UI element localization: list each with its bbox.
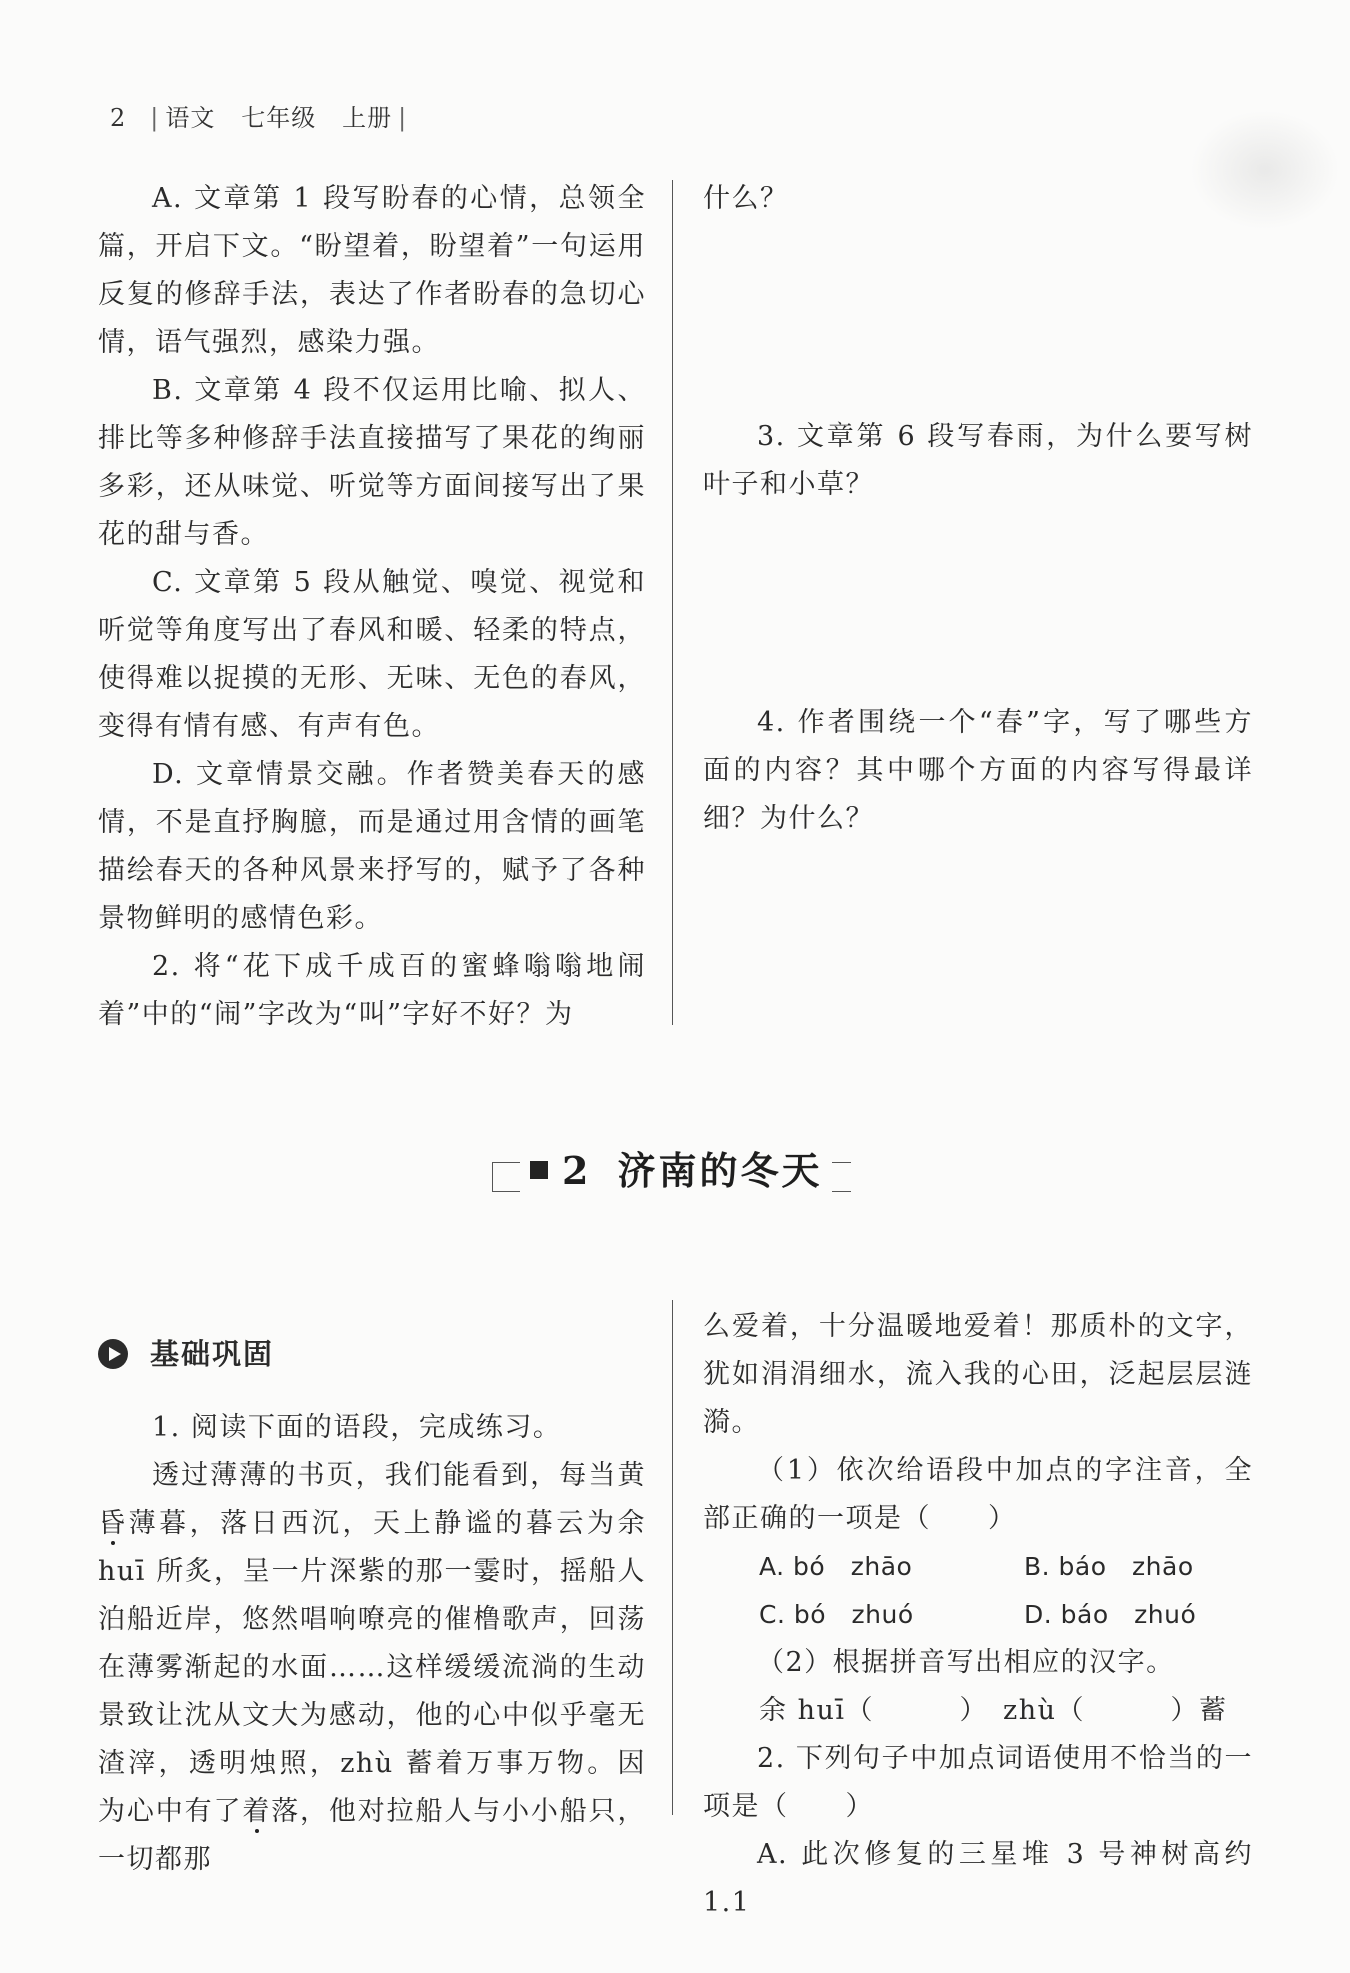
lesson-number: 2 xyxy=(562,1148,592,1193)
question-2-option-a: A. 此次修复的三星堆 3 号神树高约 1.1 xyxy=(703,1839,1253,1918)
top-left-column xyxy=(98,175,646,1039)
question-4: 4. 作者围绕一个“春”字，写了哪些方面的内容？其中哪个方面的内容写得最详细？为什么？ xyxy=(703,707,1253,834)
option-b: B. báo zhāo xyxy=(1024,1552,1194,1581)
question-1-intro: 1. 阅读下面的语段，完成练习。 xyxy=(152,1412,562,1443)
option-d: D. báo zhuó xyxy=(1024,1600,1197,1629)
option-a-paragraph: A. 文章第 1 段写盼春的心情，总领全篇，开启下文。“盼望着，盼望着”一句运用反复的修辞手法，表达了作者盼春的急切心情，语气强烈，感染力强。 xyxy=(98,183,646,358)
passage-middle: 薄暮，落日西沉，天上静谧的暮云为余 huī 所炙，呈一片深紫的那一霎时，摇船人泊船近岸，悠然唱响嘹亮的催橹歌声，回荡在薄雾渐起的水面……这样缓缓流淌的生动景致让沈从文大为感动，他的心中似乎毫无渣滓，透明烛照，zhù 蓄着万事万物。因为心中有了 xyxy=(98,1508,647,1827)
lesson-title-text: 济南的冬天 xyxy=(617,1148,823,1193)
lesson-title xyxy=(520,1140,832,1195)
volume-label: 上册 xyxy=(342,104,393,132)
question-2-paragraph: 2. 将“花下成千成百的蜜蜂嗡嗡地闹着”中的“闹”字改为“叫”字好不好？为 xyxy=(98,951,646,1030)
bottom-right-column xyxy=(703,1303,1253,1927)
play-icon xyxy=(98,1339,128,1369)
column-divider-top xyxy=(672,180,673,1025)
option-c-paragraph: C. 文章第 5 段从触觉、嗅觉、视觉和听觉等角度写出了春风和暖、轻柔的特点，使得难以捉摸的无形、无味、无色的春风，变得有情有感、有声有色。 xyxy=(98,567,646,742)
passage-end: 落，他对拉船人与小小船只，一切都那 xyxy=(98,1796,647,1875)
question-3: 3. 文章第 6 段写春雨，为什么要写树叶子和小草？ xyxy=(703,421,1253,500)
page-header: 2 | 语文 七年级 上册 | xyxy=(110,104,408,132)
lesson-title-block xyxy=(492,1140,852,1192)
column-divider-bottom xyxy=(672,1300,673,1815)
question-1-2: （2）根据拼音写出相应的汉字。 xyxy=(757,1647,1175,1678)
option-d-paragraph: D. 文章情景交融。作者赞美春天的感情，不是直抒胸臆，而是通过用含情的画笔描绘春天的各种风景来抒写的，赋予了各种景物鲜明的感情色彩。 xyxy=(98,759,646,934)
question-2-continuation: 什么？ xyxy=(703,183,789,214)
dotted-char-1: 昏 xyxy=(98,1508,129,1539)
question-1-1: （1）依次给语段中加点的字注音，全部正确的一项是（ ） xyxy=(703,1455,1253,1534)
page-number: 2 xyxy=(110,104,127,132)
dotted-char-2: 着 xyxy=(242,1796,272,1827)
passage-start: 透过薄薄的书页，我们能看到，每当黄 xyxy=(152,1460,646,1491)
section-heading xyxy=(98,1330,646,1378)
option-c: C. bó zhuó xyxy=(759,1600,914,1629)
pinyin-fill-line: 余 huī（ ） zhù（ ）蓄 xyxy=(759,1695,1228,1726)
answer-options xyxy=(703,1543,1253,1639)
grade-label: 七年级 xyxy=(241,104,317,132)
subject-label: 语文 xyxy=(165,104,216,132)
question-2: 2. 下列句子中加点词语使用不恰当的一项是（ ） xyxy=(703,1743,1253,1822)
section-title: 基础巩固 xyxy=(150,1337,275,1371)
top-right-column xyxy=(703,175,1253,843)
passage-continuation: 么爱着，十分温暖地爱着！那质朴的文字，犹如涓涓细水，流入我的心田，泛起层层涟漪。 xyxy=(703,1311,1253,1438)
bottom-left-column xyxy=(98,1318,646,1884)
option-a: A. bó zhāo xyxy=(759,1552,913,1581)
passage-paragraph xyxy=(98,1452,646,1884)
square-bullet-icon xyxy=(530,1161,548,1179)
option-b-paragraph: B. 文章第 4 段不仅运用比喻、拟人、排比等多种修辞手法直接描写了果花的绚丽多彩，还从味觉、听觉等方面间接写出了果花的甜与香。 xyxy=(98,375,646,550)
